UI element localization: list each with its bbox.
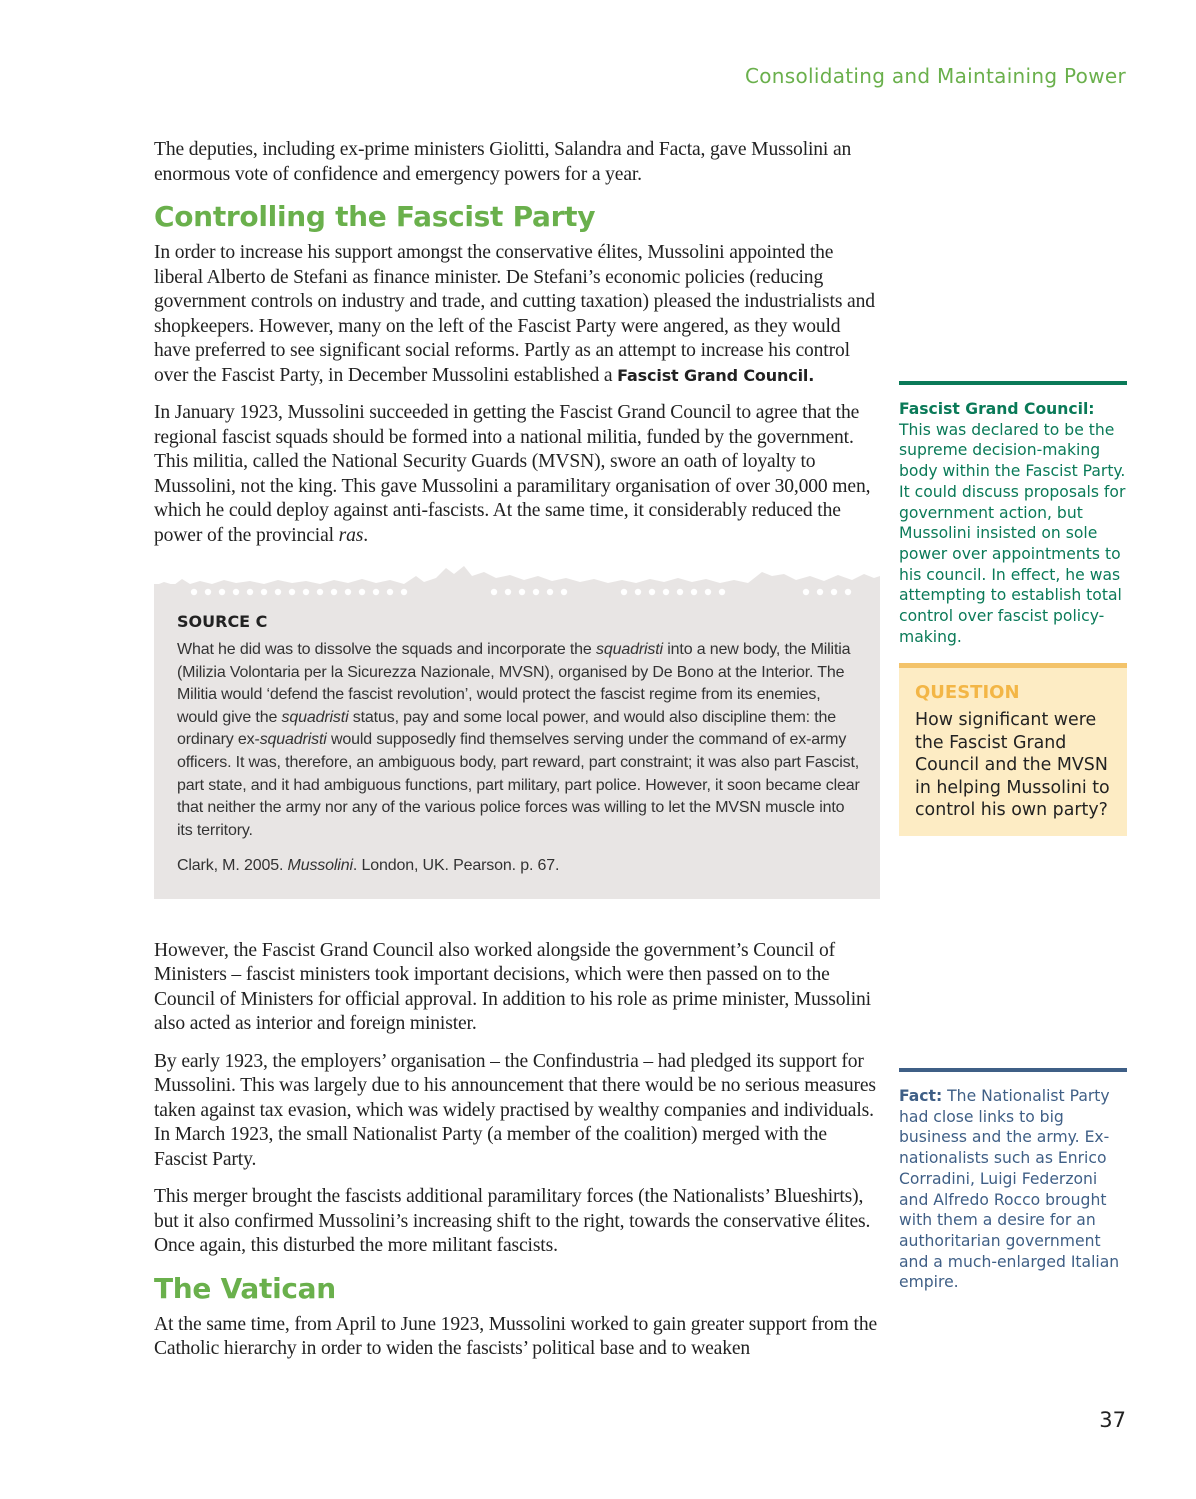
question-box [899, 663, 1127, 836]
fact-box [899, 1068, 1127, 1293]
fact-text: The Nationalist Party had close links to big business and the army. Ex-nationalists such as Enrico Corradini, Luigi Federzoni and Alfredo Rocco brought with them a desire for an authoritarian government and a much-enlarged Italian empire. [899, 1087, 1120, 1292]
fact-label: Fact: [899, 1087, 943, 1105]
source-quote: What he did was to dissolve the squads and incorporate the squadristi into a new body, the Militia (Milizia Volontaria per la Sicurezza Nazionale, MVSN), organised by De Bono at the Interior. The Militia would ‘defend the fascist revolution’, would protect the fascist regime from its enemies, would give the squadristi status, pay and some local power, and would also discipline them: the ordinary ex-squadristi would supposedly find themselves serving under the command of ex-army officers. It was, therefore, an ambiguous body, part reward, part constraint; it was also part Fascist, part state, and it had ambiguous functions, part military, part police. However, it soon became clear that neither the army nor any of the various police forces was willing to let the MVSN muscle into its territory. [177, 641, 860, 839]
section-heading-controlling: Controlling the Fascist Party [154, 200, 596, 233]
paragraph-de-stefani: In order to increase his support amongst the conservative élites, Mussolini appointed the liberal Alberto de Stefani as finance minister. De Stefani’s economic policies (reducing government controls on industry and trade, and cutting taxation) pleased the industrialists and shopkeepers. However, many on the left of the Fascist Party were angered, as they would have preferred to see significant social reforms. Partly as an attempt to increase his control over the Fascist Party, in December Mussolini established a Fascist Grand Council. [154, 242, 875, 386]
paragraph-blueshirts: This merger brought the fascists additional paramilitary forces (the Nationalists’ Blueshirts), but it also confirmed Mussolini’s increasing shift to the right, towards the conservative élites. Once again, this disturbed the more militant fascists. [154, 1186, 871, 1257]
question-title: QUESTION [915, 682, 1020, 703]
glossary-term: Fascist Grand Council: [899, 400, 1095, 418]
key-term-fascist-grand-council: Fascist Grand Council. [617, 365, 815, 385]
glossary-box [899, 381, 1127, 647]
source-citation: Clark, M. 2005. Mussolini. London, UK. Pearson. p. 67. [177, 857, 560, 875]
paragraph-council-of-ministers: However, the Fascist Grand Council also worked alongside the government’s Council of Ministers – fascist ministers took important decisions, which were then passed on to the Council of Ministers for official approval. In addition to his role as prime minister, Mussolini also acted as interior and foreign minister. [154, 939, 871, 1035]
main-column [154, 138, 880, 1375]
torn-edge-decoration [154, 562, 880, 602]
glossary-definition: This was declared to be the supreme decision-making body within the Fascist Party. It could discuss proposals for government action, but Mussolini insisted on sole power over appointments to his council. In effect, he was attempting to establish total control over fascist policy-making. [899, 420, 1126, 646]
paragraph-vatican: At the same time, from April to June 1923, Mussolini worked to gain greater support from the Catholic hierarchy in order to widen the fascists’ political base and to weaken [154, 1313, 878, 1360]
source-box [154, 584, 880, 899]
intro-paragraph: The deputies, including ex-prime ministers Giolitti, Salandra and Facta, gave Mussolini an enormous vote of confidence and emergency powers for a year. [154, 139, 852, 185]
running-head: Consolidating and Maintaining Power [744, 64, 1126, 88]
paragraph-confindustria: By early 1923, the employers’ organisation – the Confindustria – had pledged its support for Mussolini. This was largely due to his announcement that there would be no serious measures taken against tax evasion, which was widely practised by wealthy companies and individuals. In March 1923, the small Nationalist Party (a member of the coalition) merged with the Fascist Party. [154, 1050, 876, 1170]
paragraph-militia: In January 1923, Mussolini succeeded in getting the Fascist Grand Council to agree that the regional fascist squads should be formed into a national militia, funded by the government. This militia, called the National Security Guards (MVSN), swore an oath of loyalty to Mussolini, not the king. This gave Mussolini a paramilitary organisation of over 30,000 men, which he could deploy against anti-fascists. At the same time, it considerably reduced the power of the provincial ras. [154, 402, 871, 546]
section-heading-vatican: The Vatican [154, 1271, 336, 1305]
question-text: How significant were the Fascist Grand Council and the MVSN in helping Mussolini to control his own party? [915, 710, 1110, 821]
page-number: 37 [1099, 1408, 1126, 1432]
source-label: SOURCE C [177, 612, 268, 631]
